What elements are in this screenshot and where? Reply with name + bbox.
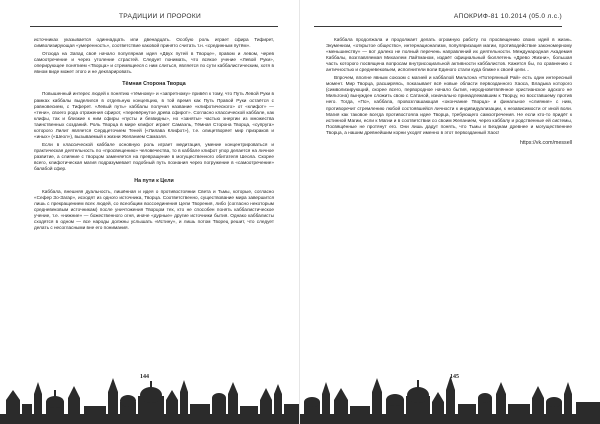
left-body-text: [34, 37, 274, 233]
right-running-head: АПОКРИФ-81 10.2014 (05.0 л.с.): [453, 13, 562, 20]
left-page-number: 144: [140, 374, 149, 380]
skyline-silhouette-icon: [300, 364, 600, 424]
right-header-rule: [314, 26, 562, 27]
left-header-rule: [30, 26, 278, 27]
right-skyline-ornament: [300, 364, 600, 424]
section-title-path-to-goal: На пути к Цели: [134, 178, 174, 185]
source-link[interactable]: https://vk.com/messell: [519, 140, 572, 146]
left-running-head: ТРАДИЦИИ И ПРОРОКИ: [118, 13, 202, 20]
left-paragraph: источниках указывается одиннадцать или двенадцать. Особую роль играет сфира Тифирет, символизирующая «умеренность», соответствие каковой принято считать т.н. «срединным путём».: [34, 37, 274, 49]
left-paragraph: Повышенный интерес людей к понятию «тёмному» и «запретному» привёл к тому, что Путь Левой Руки в рамках каббалы выделился в отдельную концепцию, в той время как Путь Правой Руки остаётся с равновесием, с Тиферет. «Левый путь» каббалы получил название «клифотического» от «клифот» — «тени», своего рода отражения сфирот, «перевёрнутое древа сфирот». Согласно классической каббале, как клифы, так и близкие к ним сфиры «пусты и безвидны», но «заняты» частью энергии из множества таинственных созданий. Роль Творца в мире клифот играет Самаэль, Тёмная Сторона Творца, «супруга» которого Лилит является Сердцеточием Теней («Лилава Клифот»), т.е. олицетворяет мир призраков и «иных» («Шеол»), вызываемый к жизни Желанием Самаэля.: [34, 91, 274, 140]
left-skyline-ornament: [0, 364, 300, 424]
right-page-number: 145: [450, 374, 459, 380]
right-page: [300, 0, 600, 424]
left-paragraph: Отсюда на Запад своё начало популярная идея «Двух путей в Творце», правом и левом, черев самоотречение и через утоление страстей. Следует понимать, что всякое учение «Левой Руки», оперирующее понятием «Творца» и стремящееся с ним слиться, является по сути каббалистическим, хотя в явном виде может этого и не декларировать.: [34, 50, 274, 74]
right-paragraph: Каббала продолжала и продолжает делать огромную работу по просвещению своих идей в жизнь. Экуменизм, «открытое общество», интернационализм, популяризация магии, противодействие закономерному «меньшинству» — вот далеко не полный перечень направлений их деятельности. Международная Академия Каббалы, возглавляемая Михаэлем Лайтманом, издаёт официальный бюллетень «Древо Жизни», большая часть которого посвящена вопросам внутрисоциальной активности каббалистов. Кажется бы, по сравнению с античностью и средневековьем, исполнители воли Единого стали куда ближе к своей цели…: [326, 37, 572, 73]
section-title-dark-side: Тёмная Сторона Творца: [122, 81, 186, 88]
right-body-text: [326, 37, 572, 146]
left-paragraph: Если в классической каббале основную роль играет медитация, умение концентрироваться и практическая деятельность по «просвещению» человечества, то в каббале клифот упор делается на личное развитие, а слияние с творцом заменяется на превращение в могущественного обитателя Шеола. Скорее всего, клифотическая магия подразумевает подобный путь познания через погружение в «самоотречение» балабой сфер.: [34, 141, 274, 172]
left-paragraph: Каббала, внешняя дуальность, лишённая и идея о противостоянии Света и Тьмы, которые, согласно «Сефер Зо-Загар», исходят из одного источника, Творца. Соответственно, существование мира завершится лишь с прекращением всех людей, со всеобщим воссоединения Цели Творения, либо (согласно некоторым средневековым источникам) после уничтожения Творцом тех, кто не способен понять каббалистическое учение, т.е. «нижние» — божественного огня, иначе «дурные» другие источники бытия. Однако каббалисты сходятся в одном — все народы должны услышать «Истину», и лишь потом Творец решит, что следует делать с несогласными вне его понимания.: [34, 188, 274, 231]
right-paragraph: Впрочем, вполне явным союзом с магией и каббалой Мильтона «Потерянный Рай» есть один интересный момент. Мир Творца, расширяясь, показывает всё новые области первозданного Хаоса, Владыка которого (символизирующий, скорее всего, первородное начало бытия, неродноветвлённое христианское адского не Мильтона) вынужден сложить свою с Сатаной, изначально принадлежавшим к Творцу, но восставшему против него. Тогда, «По», каббала, провозглашающая «окончание Творца» и финальное «слияние» с ним, противоречит стремлению любой состоявшейся личности к индивидуализации, к независимости от иной воли. Магия как таковое всегда противостояла идее Творца, требующего самоотречения. Не если кто-то придёт к истинной Магии, если к Магии и в соответствии со своим Желанием, через каббалу и родственные ей системы, Посвящённые не протянут его. Они лишь дадут понять, что Тьмы и Безднам древнее и могущественнее Творца, а нашим древнейшим корни уходят именно в этот первозданный Хаос!: [326, 75, 572, 135]
skyline-silhouette-icon: [0, 364, 300, 424]
